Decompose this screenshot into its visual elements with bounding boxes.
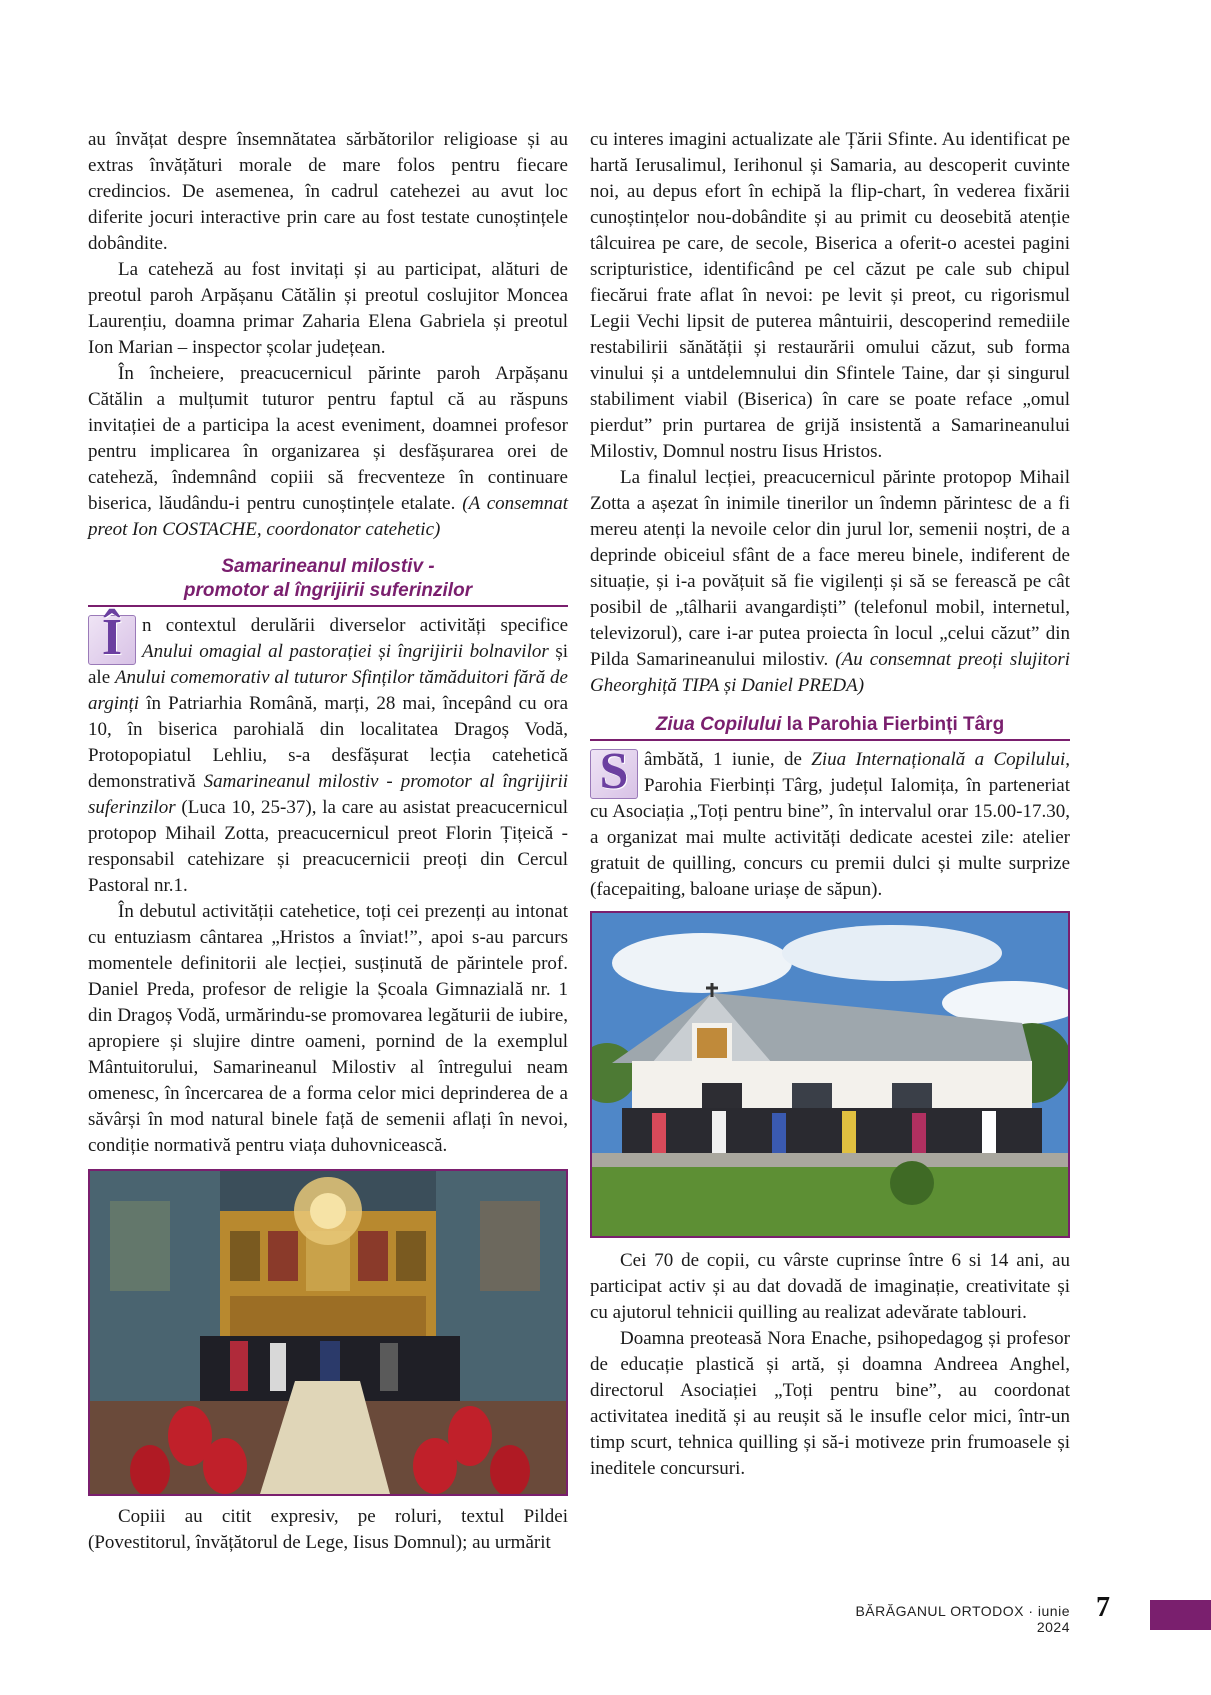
article-credit: (A consemnat preot Ion COSTACHE, coordonator catehetic) xyxy=(88,493,568,540)
paragraph: Doamna preoteasă Nora Enache, psihopedagog și profesor de educație plastică și artă, și doamna Andreea Anghel, directorul Asociației „Toți pentru bine”, au coordonat activitatea inedită și au reușit să le insufle celor mici, într-un timp scurt, tehnica quilling și să-i motiveze prin frumoasele și ineditele concursuri. xyxy=(590,1328,1070,1479)
paragraph: Cei 70 de copii, cu vârste cuprinse între 6 si 14 ani, au participat activ și au dat dovadă de imaginație, creativitate și cu ajutorul tehnicii quilling au realizat adevărate tablouri. xyxy=(590,1250,1070,1323)
article-credit: (Au consemnat preoți slujitori Gheorghiță TIPA și Daniel PREDA) xyxy=(590,649,1071,696)
heading-italic-part: Ziua Copilului xyxy=(655,714,782,735)
footer-accent-bar xyxy=(1150,1600,1211,1630)
right-column xyxy=(590,127,1070,1482)
publication-footer: BĂRĂGANUL ORTODOX · iunie 2024 xyxy=(855,1603,1070,1635)
paragraph: Copiii au citit expresiv, pe roluri, textul Pildei (Povestitorul, învățătorul de Lege, Iisus Domnul); au urmărit xyxy=(88,1506,568,1553)
section-heading-ziua-copilului xyxy=(590,713,1070,741)
heading-line: promotor al îngrijirii suferinzilor xyxy=(183,580,473,601)
paragraph: au învățat despre însemnătatea sărbătorilor religioase și au extras învățături morale de mare folos pentru fiecare credincios. De asemenea, în cadrul catehezei au avut loc diferite jocuri interactive prin care au fost testate cunoștințele dobândite. xyxy=(88,129,568,254)
paragraph: În încheiere, preacucernicul părinte paroh Arpășanu Cătălin a mulțumit tuturor pentru faptul că au răspuns invitației de a participa la acest eveniment, doamnei profesor pentru implicarea în organizarea și desfășurarea orei de cateheză, îndemnând copiii să frecventeze în continuare biserica, lăudându-i pentru cunoștințele etalate. (A consemnat preot Ion COSTACHE, coordonator catehetic) xyxy=(88,363,568,540)
parish-house-photo xyxy=(590,911,1070,1238)
heading-plain-part: la Parohia Fierbinți Târg xyxy=(781,714,1005,735)
paragraph: cu interes imagini actualizate ale Țării Sfinte. Au identificat pe hartă Ierusalimul, Ierihonul și Samaria, au descoperit cuvinte noi, au depus efort în echipă la flip-chart, în vederea fixării cunoștințelor nou-dobândite și au primit cu deosebită atenție tâlcuirea pe care, de secole, Biserica a oferit-o acestei pagini scripturistice, identificând pe cel căzut pe cale sub chipul fiecărui frate aflat în nevoi: pe levit și preot, cu rigorismul Legii Vechi lipsit de puterea mântuirii, descoperind remediile restabilirii sănătății și restaurării omului căzut, sub forma vinului și a untdelemnului din Sfintele Taine, dar și singurul stabiliment viabil (Biserica) în care se poate reface „omul pierdut” prin purtarea de grijă insistentă a Samarineanului Milostiv, Domnul nostru Iisus Hristos. xyxy=(590,129,1070,462)
left-column xyxy=(88,127,568,1556)
paragraph: În debutul activității catehetice, toți cei prezenți au intonat cu entuziasm cântarea „Hristos a înviat!”, apoi s-au parcurs momentele definitorii ale lecției, susținută de părintele prof. Daniel Preda, profesor de religie la Școala Gimnazială nr. 1 din Dragoș Vodă, urmărindu-se promovarea legăturii de iubire, apropiere și slujire dintre oameni, pornind de la exemplul Mântuitorului, Samarineanul Milostiv al întregului neam omenesc, în încercarea de a forma celor mici deprinderea de a săvârși în mod natural binele față de semenii aflați în nevoi, condiție normativă pentru viața duhovnicească. xyxy=(88,901,568,1156)
paragraph: La cateheză au fost invitați și au participat, alături de preotul paroh Arpășanu Cătălin și preotul coslujitor Moncea Laurențiu, doamna primar Zaharia Elena Gabriela și preotul Ion Marian – inspector școlar județean. xyxy=(88,259,568,358)
heading-line: Samarineanul milostiv - xyxy=(221,556,435,577)
paragraph: S âmbătă, 1 iunie, de Ziua Internațională a Copilului, Parohia Fierbinți Târg, județul Ialomița, în parteneriat cu Asociația „Toți pentru bine”, în intervalul orar 15.00-17.30, a organizat mai multe activități dedicate acestei zile: atelier gratuit de quilling, concurs cu premii dulci și multe surprize (facepaiting, baloane uriașe de săpun). xyxy=(590,743,1071,900)
church-interior-photo xyxy=(88,1169,568,1496)
section-heading-samarineanul xyxy=(88,555,568,607)
paragraph: Î n contextul derulării diverselor activități specifice Anului omagial al pastorației și îngrijirii bolnavilor și ale Anului comemorativ al tuturor Sfinților tămăduitori fără de arginți în Patriarhia Română, marți, 28 mai, începând cu ora 10, în biserica parohială din localitatea Dragoș Vodă, Protopopiatul Lehliu, s-a desfășurat lecția catehetică demonstrativă Samarineanul milostiv - promotor al îngrijirii suferinzilor (Luca 10, 25-37), la care au asistat preacucernicul protopop Mihail Zotta, preacucernicul preot Florin Țițeică - responsabil catehizare și preacucernicii preoți din Cercul Pastoral nr.1. xyxy=(88,609,569,896)
page-number: 7 xyxy=(1096,1592,1110,1623)
dropcap-letter: Î xyxy=(88,615,136,665)
dropcap-letter: S xyxy=(590,749,638,799)
paragraph: La finalul lecției, preacucernicul părinte protopop Mihail Zotta a așezat în inimile tinerilor un îndemn părintesc de a fi mereu atenți la nevoile celor din jurul lor, semenii noștri, de a deprinde obiceiul sfânt de a face mereu binele, indiferent de situație, și i-a povățuit să fie vigilenți și să se ferească pe cât posibil de „tâlharii avangardiști” (telefonul mobil, internetul, televizorul), care i-ar putea proiecta în locul „celui căzut” din Pilda Samarineanului milostiv. (Au consemnat preoți slujitori Gheorghiță TIPA și Daniel PREDA) xyxy=(590,467,1071,696)
